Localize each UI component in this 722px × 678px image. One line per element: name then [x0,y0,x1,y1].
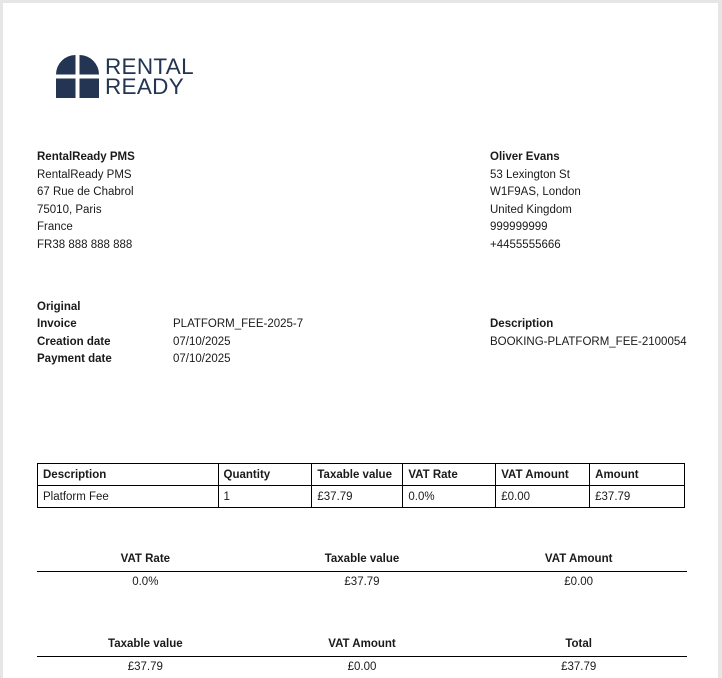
vat-summary-cell: 0.0% [132,576,159,588]
vat-summary-cell: £0.00 [564,576,594,588]
totals-header-cell: Taxable value [108,638,183,650]
line-items-table [37,463,685,508]
totals-summary [37,636,687,677]
column-header: Quantity [218,464,312,486]
vat-summary-header-cell: VAT Rate [120,553,171,565]
vat-summary-header-cell: VAT Amount [544,553,613,565]
seller-line: RentalReady PMS [37,168,132,181]
table-cell: 0.0% [403,486,496,508]
column-header: Amount [590,464,685,486]
buyer-address [490,149,581,254]
logo-wordmark [105,53,194,99]
totals-header-cell: VAT Amount [328,638,396,650]
rentalready-logo [56,55,194,98]
buyer-line: 53 Lexington St [490,168,570,181]
seller-line: France [37,221,73,233]
description-block [490,316,687,351]
totals-row [37,657,687,677]
logo-line-2: READY [105,73,185,99]
seller-line: FR38 888 888 888 [37,238,133,251]
description-value: BOOKING-PLATFORM_FEE-2100054 [490,335,687,348]
table-cell: £37.79 [590,486,685,508]
creation-date-label: Creation date [37,336,111,348]
buyer-line: 999999999 [490,221,548,233]
invoice-number-row [37,316,437,334]
table-row [38,486,685,508]
column-header: Taxable value [312,464,403,486]
logo-mark-icon [56,55,99,98]
seller-name: RentalReady PMS [37,151,135,163]
vat-summary-row [37,572,687,592]
logo-line-1: RENTAL [105,53,194,79]
buyer-line: United Kingdom [490,203,572,216]
totals-cell: £0.00 [347,661,377,673]
seller-line: 75010, Paris [37,203,102,216]
description-label: Description [490,318,554,330]
buyer-line: W1F9AS, London [490,186,581,198]
vat-summary-cell: £37.79 [344,576,380,588]
vat-summary-header-cell: Taxable value [324,553,400,565]
payment-date-value: 07/10/2025 [173,353,231,365]
totals-header [37,636,687,653]
column-header: Description [38,464,219,486]
totals-cell: £37.79 [561,661,597,673]
creation-date-value: 07/10/2025 [173,336,231,348]
buyer-line: +4455555666 [490,238,561,251]
seller-line: 67 Rue de Chabrol [37,186,134,198]
vat-summary-header [37,551,687,568]
buyer-name: Oliver Evans [490,151,560,163]
totals-header-cell: Total [565,638,592,650]
table-cell: £37.79 [312,486,403,508]
table-cell: Platform Fee [38,486,219,508]
original-label: Original [37,301,81,313]
column-header: VAT Amount [496,464,590,486]
invoice-page [3,3,718,678]
column-header: VAT Rate [403,464,496,486]
table-cell: 1 [218,486,312,508]
invoice-label: Invoice [37,318,77,330]
totals-cell: £37.79 [127,661,163,673]
table-header-row [38,464,685,486]
seller-address [37,149,135,254]
vat-summary [37,551,687,592]
payment-date-row [37,351,437,369]
creation-date-row [37,334,437,352]
table-cell: £0.00 [496,486,590,508]
invoice-value: PLATFORM_FEE-2025-7 [173,318,304,330]
payment-date-label: Payment date [37,353,112,365]
